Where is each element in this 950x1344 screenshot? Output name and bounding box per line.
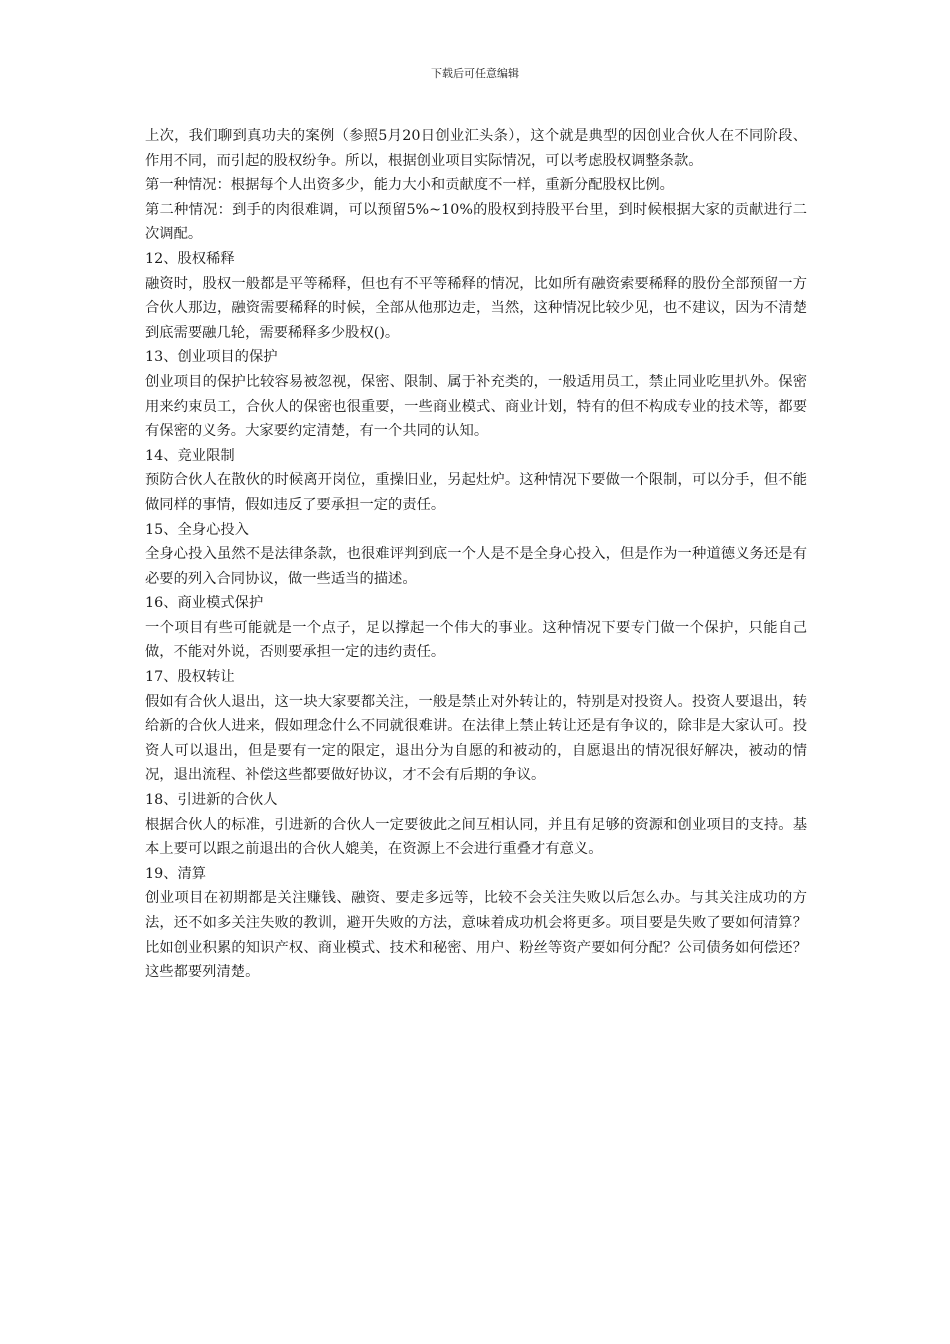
section-heading-16: 16、商业模式保护 [145, 595, 264, 612]
paragraph-19: 创业项目在初期都是关注赚钱、融资、要走多远等，比较不会关注失败以后怎么办。与其关注成功的方法，还不如多关注失败的教训，避开失败的方法，意味着成功机会将更多。项目要是失败了要如何清算？比如创业积累的知识产权、商业模式、技术和秘密、用户、粉丝等资产要如何分配？公司债务如何偿还？这些都要列清楚。 [145, 890, 807, 981]
section-heading-12: 12、股权稀释 [145, 250, 235, 267]
section-heading-14: 14、竞业限制 [145, 447, 235, 464]
section-heading-18: 18、引进新的合伙人 [145, 792, 278, 809]
section-heading-17: 17、股权转让 [145, 669, 235, 686]
page-header: 下载后可任意编辑 [431, 67, 519, 80]
paragraph-intro: 上次，我们聊到真功夫的案例（参照5月20日创业汇头条），这个就是典型的因创业合伙人在不同阶段、作用不同，而引起的股权纷争。所以，根据创业项目实际情况，可以考虑股权调整条款。 [145, 128, 807, 169]
section-heading-15: 15、全身心投入 [145, 521, 249, 538]
paragraph-15: 全身心投入虽然不是法律条款，也很难评判到底一个人是不是全身心投入，但是作为一种道德义务还是有必要的列入合同协议，做一些适当的描述。 [145, 546, 807, 587]
paragraph-14: 预防合伙人在散伙的时候离开岗位，重操旧业，另起灶炉。这种情况下要做一个限制，可以分手，但不能做同样的事情，假如违反了要承担一定的责任。 [145, 472, 807, 513]
paragraph-12: 融资时，股权一般都是平等稀释，但也有不平等稀释的情况，比如所有融资索要稀释的股份全部预留一方合伙人那边，融资需要稀释的时候，全部从他那边走，当然，这种情况比较少见，也不建议，因为不清楚到底需要融几轮，需要稀释多少股权()。 [145, 275, 807, 341]
document-body [145, 124, 807, 985]
paragraph-16: 一个项目有些可能就是一个点子，足以撑起一个伟大的事业。这种情况下要专门做一个保护，只能自己做，不能对外说，否则要承担一定的违约责任。 [145, 619, 807, 661]
paragraph-case-one: 第一种情况：根据每个人出资多少，能力大小和贡献度不一样，重新分配股权比例。 [145, 177, 674, 194]
section-heading-13: 13、创业项目的保护 [145, 349, 278, 366]
paragraph-case-two: 第二种情况：到手的肉很难调，可以预留5%~10%的股权到持股平台里，到时候根据大家的贡献进行二次调配。 [145, 201, 807, 243]
paragraph-13: 创业项目的保护比较容易被忽视，保密、限制、属于补充类的，一般适用员工，禁止同业吃里扒外。保密用来约束员工，合伙人的保密也很重要，一些商业模式、商业计划，特有的但不构成专业的技术等，都要有保密的义务。大家要约定清楚，有一个共同的认知。 [145, 373, 807, 440]
paragraph-17: 假如有合伙人退出，这一块大家要都关注，一般是禁止对外转让的，特别是对投资人。投资人要退出，转给新的合伙人进来，假如理念什么不同就很难讲。在法律上禁止转让还是有争议的，除非是大家认可。投资人可以退出，但是要有一定的限定，退出分为自愿的和被动的，自愿退出的情况很好解决，被动的情况，退出流程、补偿这些都要做好协议，才不会有后期的争议。 [145, 693, 807, 784]
section-heading-19: 19、清算 [145, 865, 207, 882]
paragraph-18: 根据合伙人的标准，引进新的合伙人一定要彼此之间互相认同，并且有足够的资源和创业项目的支持。基本上要可以跟之前退出的合伙人媲美，在资源上不会进行重叠才有意义。 [145, 816, 807, 858]
